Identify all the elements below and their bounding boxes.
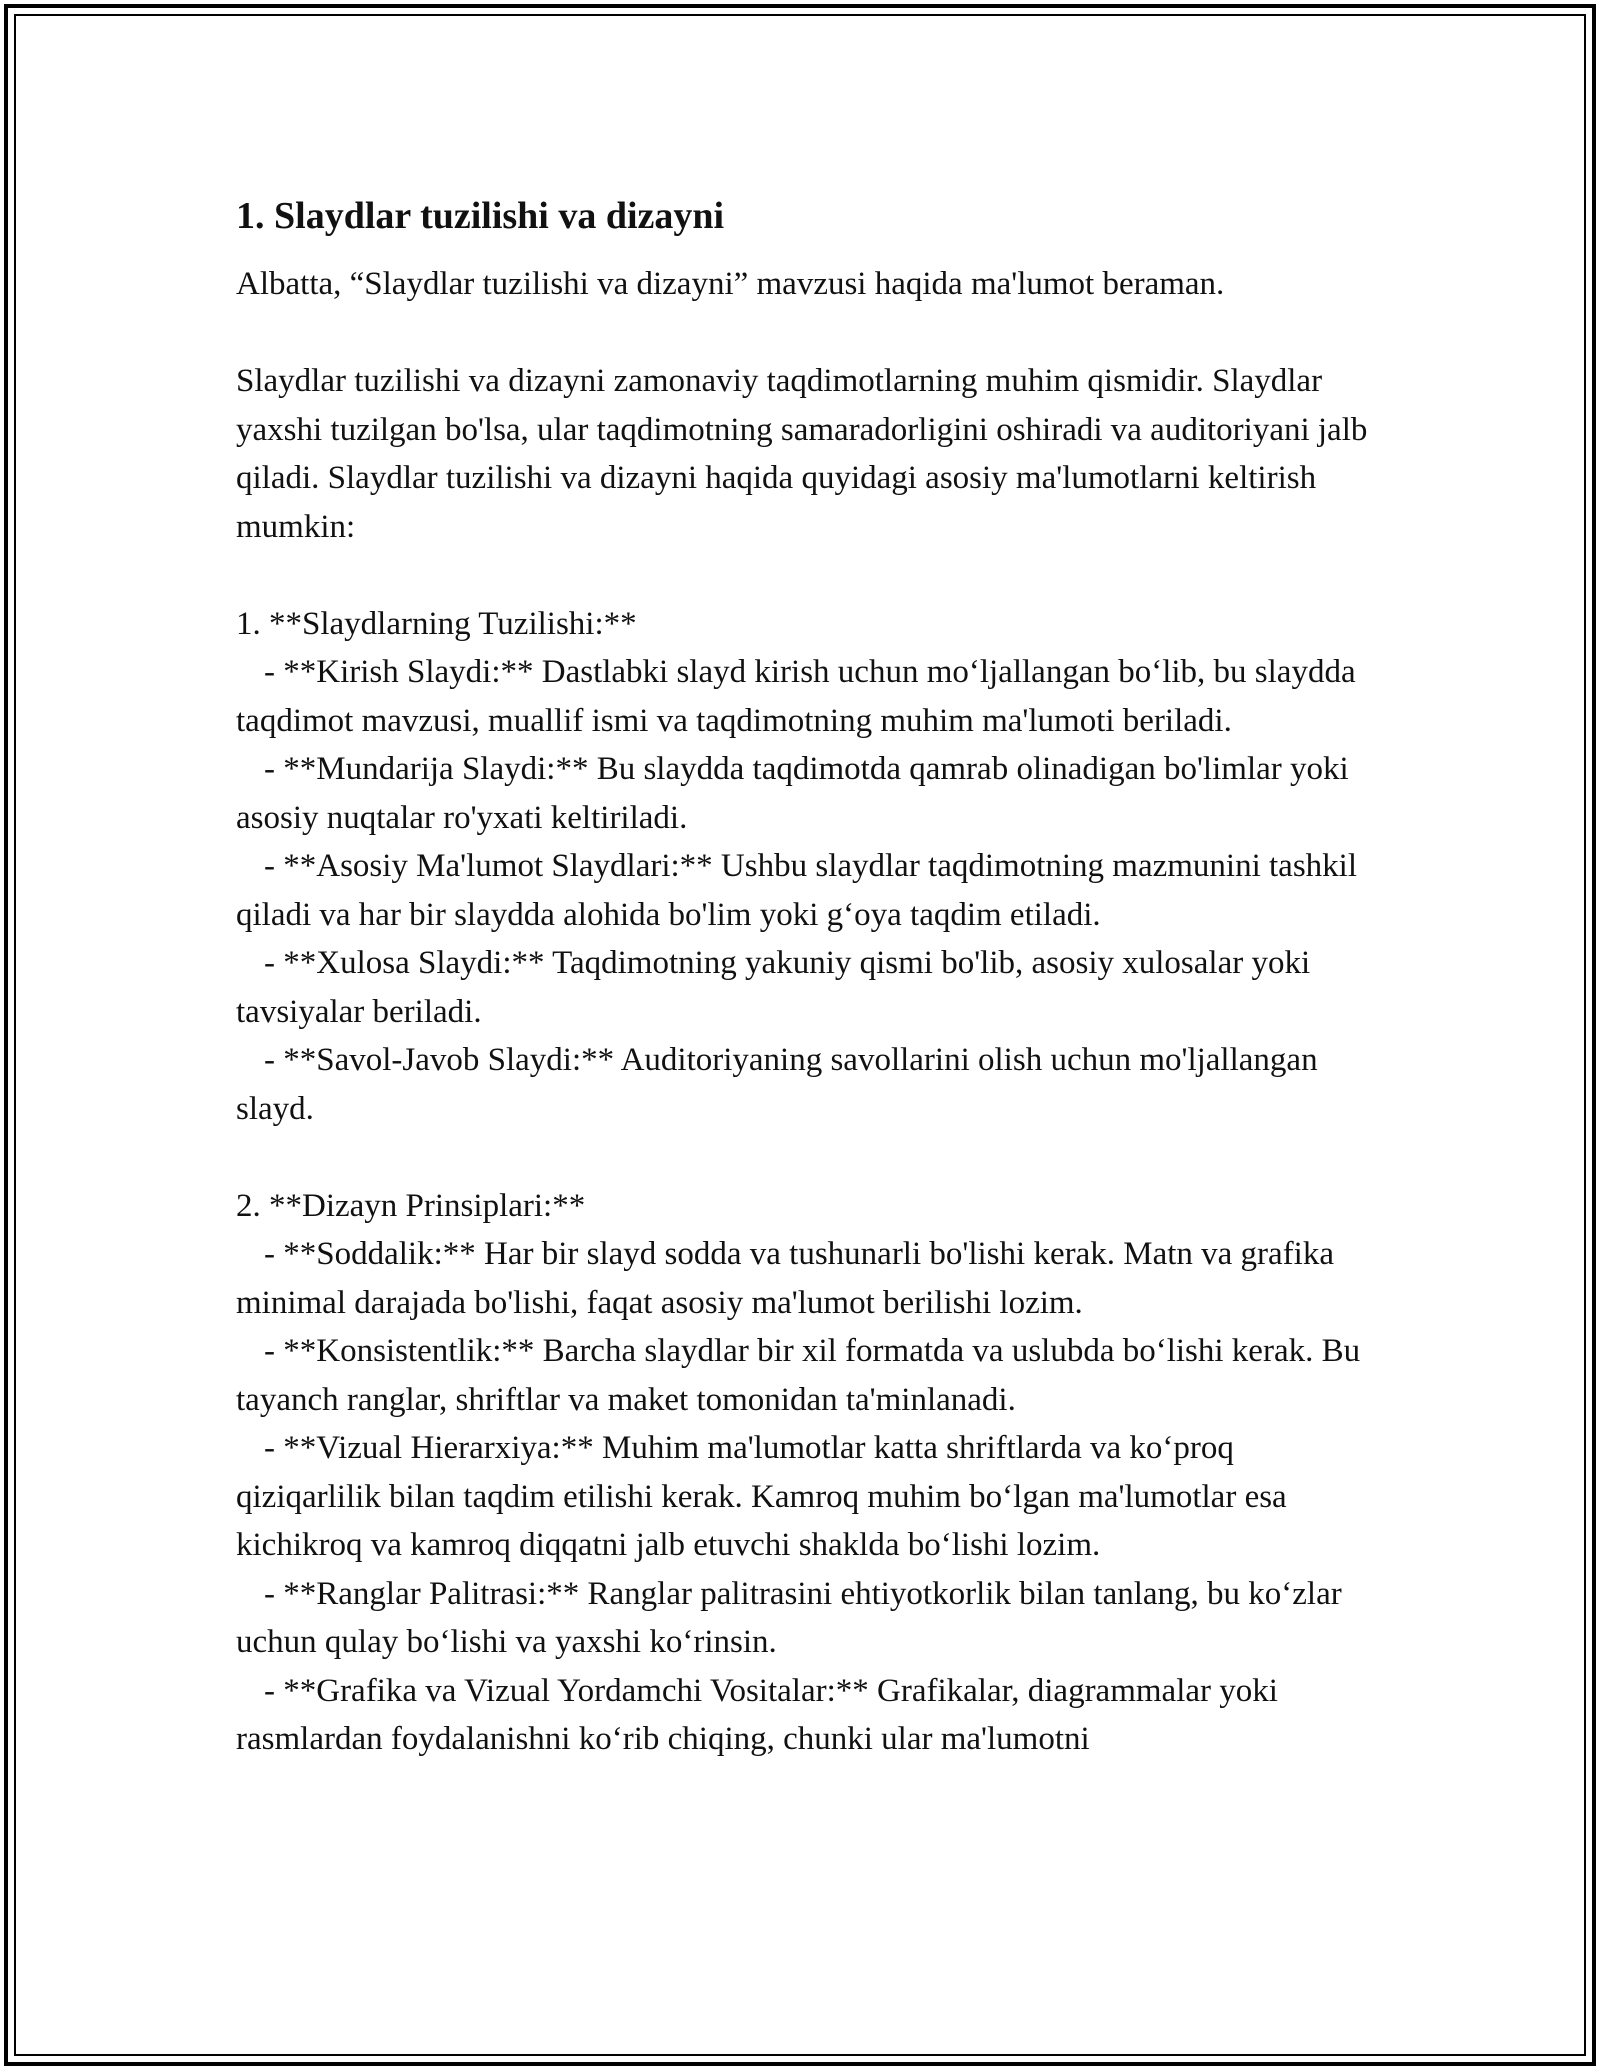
intro-paragraph: Albatta, “Slaydlar tuzilishi va dizayni” mavzusi haqida ma'lumot beraman.: [236, 266, 1225, 302]
section-heading: 1. **Slaydlarning Tuzilishi:**: [236, 605, 637, 642]
spacer: [236, 1133, 1376, 1182]
list-item: - **Savol-Javob Slaydi:** Auditoriyaning savollarini olish uchun mo'ljallangan slayd.: [236, 1042, 1318, 1127]
list-item: - **Xulosa Slaydi:** Taqdimotning yakuniy qismi bo'lib, asosiy xulosalar yoki tavsiyalar beriladi.: [236, 945, 1311, 1030]
list-item: - **Vizual Hierarxiya:** Muhim ma'lumotlar katta shriftlarda va ko‘proq qiziqarlilik bilan taqdim etilishi kerak. Kamroq muhim bo‘lgan ma'lumotlar esa kichikroq va kamroq diqqatni jalb etuvchi shaklda bo‘lishi lozim.: [236, 1430, 1287, 1563]
list-item: - **Asosiy Ma'lumot Slaydlari:** Ushbu slaydlar taqdimotning mazmunini tashkil qiladi va har bir slaydda alohida bo'lim yoki g‘oya taqdim etiladi.: [236, 848, 1358, 933]
document-page: [236, 182, 1376, 1764]
list-item: - **Grafika va Vizual Yordamchi Vositalar:** Grafikalar, diagrammalar yoki rasmlardan foydalanishni ko‘rib chiqing, chunki ular ma'lumotni: [236, 1672, 1278, 1757]
list-item: - **Mundarija Slaydi:** Bu slaydda taqdimotda qamrab olinadigan bo'limlar yoki asosiy nuqtalar ro'yxati keltiriladi.: [236, 751, 1349, 836]
section-heading: 2. **Dizayn Prinsiplari:**: [236, 1187, 586, 1224]
list-item: - **Ranglar Palitrasi:** Ranglar palitrasini ehtiyotkorlik bilan tanlang, bu ko‘zlar uchun qulay bo‘lishi va yaxshi ko‘rinsin.: [236, 1575, 1342, 1660]
section-design-principles: [236, 1182, 1376, 1764]
list-item: - **Konsistentlik:** Barcha slaydlar bir xil formatda va uslubda bo‘lishi kerak. Bu tayanch ranglar, shriftlar va maket tomonidan ta'minlanadi.: [236, 1333, 1361, 1418]
page-title: 1. Slaydlar tuzilishi va dizayni: [236, 195, 725, 237]
section-structure: [236, 600, 1376, 1134]
list-item: - **Soddalik:** Har bir slayd sodda va tushunarli bo'lishi kerak. Matn va grafika minimal darajada bo'lishi, faqat asosiy ma'lumot berilishi lozim.: [236, 1236, 1334, 1321]
list-item: - **Kirish Slaydi:** Dastlabki slayd kirish uchun mo‘ljallangan bo‘lib, bu slaydda taqdimot mavzusi, muallif ismi va taqdimotning muhim ma'lumoti beriladi.: [236, 654, 1356, 739]
spacer: [236, 309, 1376, 358]
spacer: [236, 551, 1376, 600]
overview-paragraph: Slaydlar tuzilishi va dizayni zamonaviy taqdimotlarning muhim qismidir. Slaydlar yaxshi tuzilgan bo'lsa, ular taqdimotning samaradorligini oshiradi va auditoriyani jalb qiladi. Slaydlar tuzilishi va dizayni haqida quyidagi asosiy ma'lumotlarni keltirish mumkin:: [236, 363, 1376, 545]
